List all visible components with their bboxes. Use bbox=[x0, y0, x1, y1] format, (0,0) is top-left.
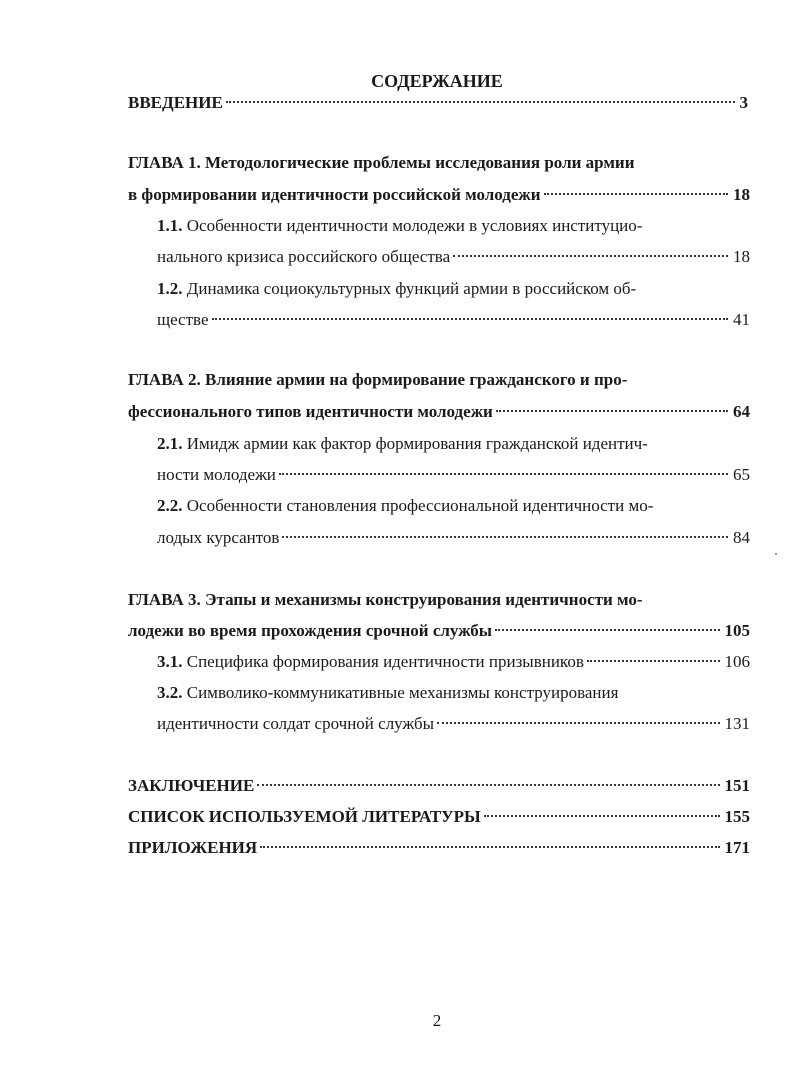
section-number: 1.1. bbox=[157, 216, 183, 235]
dot-leader bbox=[587, 660, 720, 662]
toc-page-number: 171 bbox=[724, 838, 750, 857]
page-title: СОДЕРЖАНИЕ bbox=[371, 71, 503, 91]
section-3-1-entry[interactable] bbox=[157, 652, 750, 672]
dot-leader bbox=[257, 784, 719, 786]
section-title: Динамика социокультурных функций армии в российском об- bbox=[186, 279, 637, 298]
dot-leader bbox=[495, 629, 719, 631]
dot-leader bbox=[437, 722, 719, 724]
section-2-1-line-1[interactable] bbox=[157, 434, 648, 454]
dot-leader bbox=[282, 536, 728, 538]
section-2-2-line-1[interactable] bbox=[157, 496, 653, 516]
section-title-continued: идентичности солдат срочной службы bbox=[157, 714, 435, 733]
section-title: Особенности идентичности молодежи в условиях институцио- bbox=[186, 216, 643, 235]
section-1-1-line-1[interactable] bbox=[157, 216, 642, 236]
section-title: Имидж армии как фактор формирования гражданской идентич- bbox=[186, 434, 648, 453]
section-number: 2.1. bbox=[157, 434, 183, 453]
section-1-2-entry[interactable] bbox=[157, 310, 750, 330]
section-title-text: Специфика формирования идентичности призывников bbox=[186, 652, 584, 671]
dot-leader bbox=[544, 193, 728, 195]
section-number: 3.2. bbox=[157, 683, 183, 702]
chapter-1-title-line-1[interactable]: ГЛАВА 1. Методологические проблемы исследования роли армии bbox=[128, 153, 635, 172]
toc-page-number: 18 bbox=[733, 247, 750, 266]
toc-entry-label: ПРИЛОЖЕНИЯ bbox=[128, 838, 258, 857]
section-3-2-line-1[interactable] bbox=[157, 683, 618, 703]
section-title bbox=[157, 652, 584, 672]
section-1-2-line-1[interactable] bbox=[157, 279, 636, 299]
toc-page-number: 151 bbox=[724, 776, 750, 795]
chapter-2-entry[interactable] bbox=[128, 402, 750, 422]
chapter-2-title-line-1[interactable]: ГЛАВА 2. Влияние армии на формирование гражданского и про- bbox=[128, 370, 628, 389]
section-3-2-entry[interactable] bbox=[157, 714, 750, 734]
toc-entry-references[interactable] bbox=[128, 807, 750, 827]
toc-page-number: 3 bbox=[739, 93, 748, 112]
section-title: Символико-коммуникативные механизмы конструирования bbox=[186, 683, 619, 702]
section-title-continued: нального кризиса российского общества bbox=[157, 247, 451, 266]
toc-page-number: 131 bbox=[724, 714, 750, 733]
dot-leader bbox=[212, 318, 728, 320]
toc-entry-appendices[interactable] bbox=[128, 838, 750, 858]
section-title: Особенности становления профессиональной идентичности мо- bbox=[186, 496, 654, 515]
chapter-3-entry[interactable] bbox=[128, 621, 750, 641]
section-title-continued: ности молодежи bbox=[157, 465, 276, 484]
toc-page-number: 155 bbox=[724, 807, 750, 826]
chapter-2-title-line-2: фессионального типов идентичности молодежи bbox=[128, 402, 493, 421]
chapter-1-title-line-2: в формировании идентичности российской молодежи bbox=[128, 185, 541, 204]
toc-page-number: 41 bbox=[733, 310, 750, 329]
section-2-2-entry[interactable] bbox=[157, 528, 750, 548]
dot-leader bbox=[226, 101, 735, 103]
chapter-1-entry[interactable] bbox=[128, 185, 750, 205]
toc-page-number: 64 bbox=[733, 402, 750, 421]
dot-leader bbox=[496, 410, 728, 412]
dot-leader bbox=[484, 815, 720, 817]
section-title-continued: лодых курсантов bbox=[157, 528, 280, 547]
dot-leader bbox=[260, 846, 719, 848]
toc-page-number: 18 bbox=[733, 185, 750, 204]
toc-entry-label: ЗАКЛЮЧЕНИЕ bbox=[128, 776, 255, 795]
section-number: 2.2. bbox=[157, 496, 183, 515]
toc-entry-label: ВВЕДЕНИЕ bbox=[128, 93, 223, 112]
dot-leader bbox=[279, 473, 728, 475]
toc-entry-intro[interactable] bbox=[128, 93, 748, 113]
toc-page-number: 106 bbox=[724, 652, 750, 671]
section-title-continued: ществе bbox=[157, 310, 209, 329]
toc-page-number: 65 bbox=[733, 465, 750, 484]
toc-page-number: 84 bbox=[733, 528, 750, 547]
chapter-3-title-line-1[interactable]: ГЛАВА 3. Этапы и механизмы конструирования идентичности мо- bbox=[128, 590, 643, 609]
dot-leader bbox=[453, 255, 728, 257]
section-number: 3.1. bbox=[157, 652, 183, 671]
section-2-1-entry[interactable] bbox=[157, 465, 750, 485]
page-number: 2 bbox=[432, 1011, 442, 1030]
scan-speck bbox=[775, 553, 777, 555]
section-1-1-entry[interactable] bbox=[157, 247, 750, 267]
section-number: 1.2. bbox=[157, 279, 183, 298]
chapter-3-title-line-2: лодежи во время прохождения срочной службы bbox=[128, 621, 493, 640]
toc-entry-label: СПИСОК ИСПОЛЬЗУЕМОЙ ЛИТЕРАТУРЫ bbox=[128, 807, 481, 826]
toc-entry-conclusion[interactable] bbox=[128, 776, 750, 796]
toc-page-number: 105 bbox=[724, 621, 750, 640]
